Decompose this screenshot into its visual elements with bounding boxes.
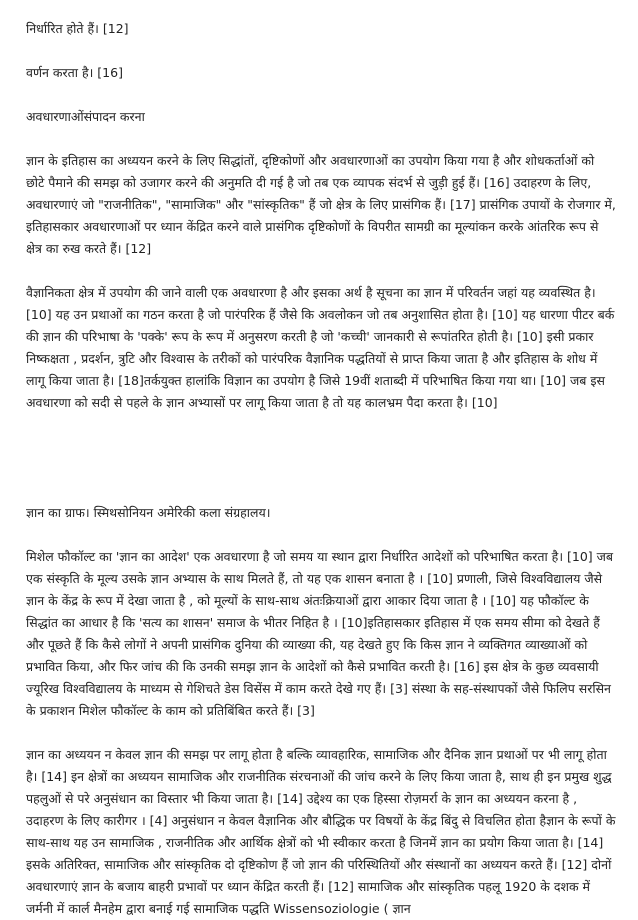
paragraph-foucault: मिशेल फौकॉल्ट का 'ज्ञान का आदेश' एक अवधारणा है जो समय या स्थान द्वारा निर्धारित आदेशों को परिभाषित करता है। [10] जब एक संस्कृति के मूल्य उसके ज्ञान अभ्यास के साथ मिलते हैं, तो यह एक शासन बनाता है । [10] प्रणाली, जिसे विश्वविद्यालय जैसे ज्ञान के केंद्र के रूप में देखा जाता है , को मूल्यों के साथ-साथ अंतःक्रियाओं द्वारा आकार दिया जाता है । [10] यह फौकॉल्ट के सिद्धांत का आधार है कि 'सत्य का शासन' समाज के भीतर निहित है । [10]इतिहासकार इतिहास में एक समय सीमा को देखते हैं और पूछते हैं कि कैसे लोगों ने अपनी प्रासंगिक दुनिया की व्याख्या की, यह देखते हुए कि किस ज्ञान ने व्यक्तिगत व्याख्याओं को प्रभावित किया, और फिर जांच की कि उनकी समझ ज्ञान के आदेशों को कैसे प्रभावित करती है। [16] इस क्षेत्र के कुछ व्यवसायी ज्यूरिख विश्वविद्यालय के माध्यम से गेशिचते डेस विसेंस में काम करते देखे गए हैं। [3] संस्था के सह-संस्थापकों जैसे फिलिप सरसिन के प्रकाशन मिशेल फौकॉल्ट के काम को प्रतिबिंबित करते हैं। [3] <box>26 549 614 718</box>
paragraph-concepts: ज्ञान के इतिहास का अध्ययन करने के लिए सिद्धांतों, दृष्टिकोणों और अवधारणाओं का उपयोग किया गया है और शोधकर्ताओं को छोटे पैमाने की समझ को उजागर करने की अनुमति दी गई है जो तब एक व्यापक संदर्भ से जुड़ी हुई हैं। [16] उदाहरण के लिए, अवधारणाएं जो "राजनीतिक", "सामाजिक" और "सांस्कृतिक" हैं जो क्षेत्र के लिए प्रासंगिक हैं। [17] प्रासंगिक उपायों के रोजगार में, इतिहासकार अवधारणाओं पर ध्यान केंद्रित करने वाले प्रासंगिक दृष्टिकोणों के विपरीत सामग्री का मूल्यांकन करके आंतरिक रूप से क्षेत्र का रुख करते हैं। [12] <box>26 153 616 256</box>
paragraph-scientificity: वैज्ञानिकता क्षेत्र में उपयोग की जाने वाली एक अवधारणा है और इसका अर्थ है सूचना का ज्ञान में परिवर्तन जहां यह व्यवस्थित है। [10] यह उन प्रथाओं का गठन करता है जो पारंपरिक हैं जैसे कि अवलोकन जो तब अनुशासित होता है। [10] यह धारणा पीटर बर्क की ज्ञान की परिभाषा के 'पक्के' रूप के रूप में अनुसरण करती है जो 'कच्ची' जानकारी से रूपांतरित होती है। [10] इसी प्रकार निष्कक्षता , प्रदर्शन, त्रुटि और विश्वास के तरीकों को पारंपरिक वैज्ञानिक पद्धतियों से प्राप्त किया जाता है और इतिहास के शोध में लागू किया जाता है। [18]तर्कयुक्त हालांकि विज्ञान का उपयोग है जिसे 19वीं शताब्दी में परिभाषित किया गया था। [10] जब इस अवधारणा को सदी से पहले के ज्ञान अभ्यासों पर लागू किया जाता है तो यह कालभ्रम पैदा करता है। [10] <box>26 285 615 410</box>
paragraph-1: निर्धारित होते हैं। [12] <box>26 21 129 36</box>
paragraph-practices: ज्ञान का अध्ययन न केवल ज्ञान की समझ पर लागू होता है बल्कि व्यावहारिक, सामाजिक और दैनिक ज्ञान प्रथाओं पर भी लागू होता है। [14] इन क्षेत्रों का अध्ययन सामाजिक और राजनीतिक संरचनाओं की जांच करने के लिए किया जाता है, साथ ही इन प्रमुख शुद्ध पहलुओं से परे अनुसंधान का विस्तार भी किया जाता है। [14] उद्देश्य का एक हिस्सा रोज़मर्रा के ज्ञान का अध्ययन करना है , उदाहरण के लिए कारीगर । [4] अनुसंधान न केवल वैज्ञानिक और बौद्धिक पर विषयों के केंद्र बिंदु से विचलित होता हैज्ञान के रूपों के साथ-साथ यह उन सामाजिक , राजनीतिक और आर्थिक क्षेत्रों को भी स्वीकार करता है जिनमें ज्ञान का प्रयोग किया जाता है। [14] इसके अतिरिक्त, सामाजिक और सांस्कृतिक दो दृष्टिकोण हैं जो ज्ञान की परिस्थितियों और संस्थानों का अध्ययन करते हैं। [12] दोनों अवधारणाएं ज्ञान के बजाय बाहरी प्रभावों पर ध्यान केंद्रित करती हैं। [12] सामाजिक और सांस्कृतिक पहलू 1920 के दशक में जर्मनी में कार्ल मैनहेम द्वारा बनाई गई सामाजिक पद्धति Wissensoziologie ( ज्ञान <box>26 747 616 916</box>
section-heading: अवधारणाओंसंपादन करना <box>26 109 145 124</box>
image-gap <box>26 436 616 502</box>
image-caption: ज्ञान का ग्राफ। स्मिथसोनियन अमेरिकी कला संग्रहालय। <box>26 505 271 520</box>
paragraph-2: वर्णन करता है। [16] <box>26 65 123 80</box>
